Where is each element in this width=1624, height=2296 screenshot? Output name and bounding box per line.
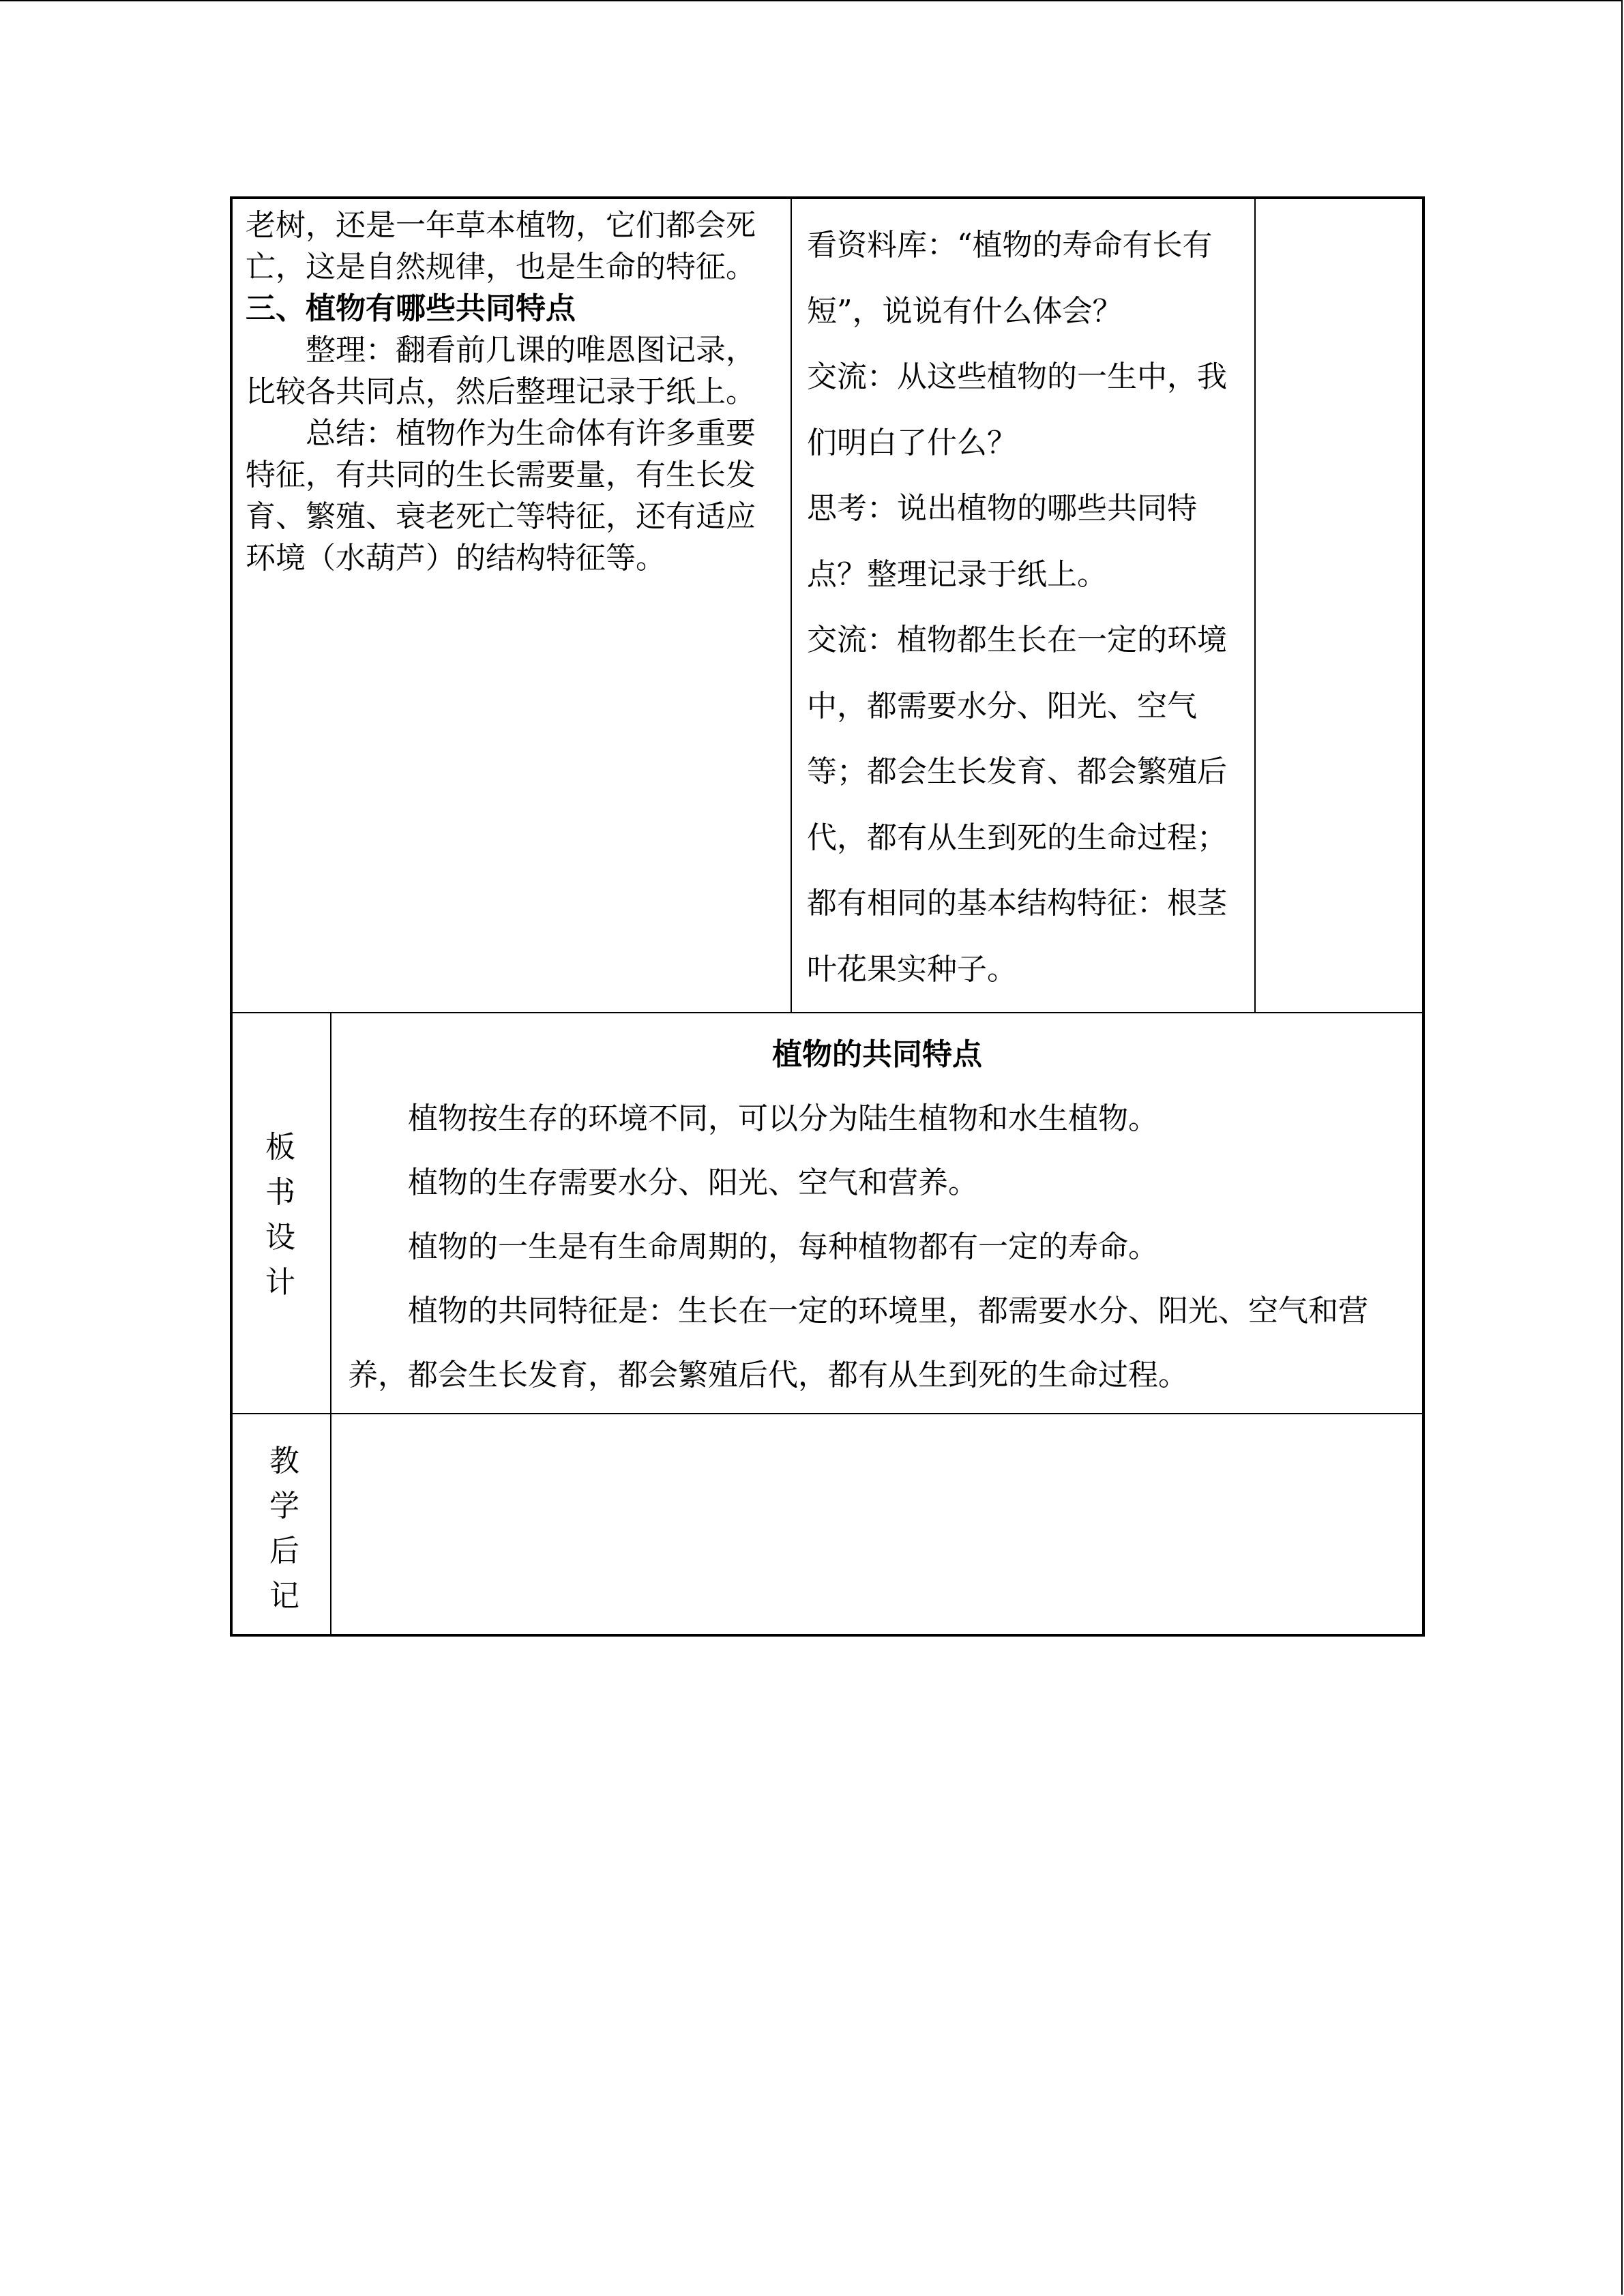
activity-discuss: 交流：从这些植物的一生中，我们明白了什么？: [807, 359, 1227, 460]
intro-text: 老树，还是一年草本植物，它们都会死亡，这是自然规律，也是生命的特征。: [246, 208, 756, 284]
divider-label-col: [330, 1012, 331, 1635]
student-activity-column: [807, 213, 1243, 1002]
summary-text: 总结：植物作为生命体有许多重要特征，有共同的生长需要量，有生长发育、繁殖、衰老死亡等特征，还有适应环境（水葫芦）的结构特征等。: [246, 416, 756, 576]
activity-conclusion: 交流：植物都生长在一定的环境中，都需要水分、阳光、空气等；都会生长发育、都会繁殖后代，都有从生到死的生命过程；都有相同的基本结构特征：根茎叶花果实种子。: [807, 623, 1227, 987]
divider-col-2: [1254, 196, 1256, 1013]
teaching-notes-label: [250, 1439, 319, 1619]
board-line: 植物的一生是有生命周期的，每种植物都有一定的寿命。: [408, 1229, 1158, 1264]
table-border-top: [230, 196, 1425, 199]
label-char: 后: [269, 1534, 299, 1568]
label-char: 书: [265, 1175, 295, 1210]
divider-row-1: [230, 1012, 1425, 1013]
section-heading: 三、植物有哪些共同特点: [246, 291, 576, 326]
board-title: 植物的共同特点: [772, 1037, 982, 1072]
board-line: 植物按生存的环境不同，可以分为陆生植物和水生植物。: [408, 1101, 1158, 1136]
label-char: 教: [269, 1444, 299, 1478]
divider-col-1: [791, 196, 792, 1013]
activity-think: 思考：说出植物的哪些共同特点？整理记录于纸上。: [807, 491, 1197, 592]
board-content: [348, 1087, 1391, 1407]
table-border-bottom: [230, 1634, 1425, 1637]
teaching-notes-content: [334, 1417, 1419, 1631]
board-line: 植物的共同特征是：生长在一定的环境里，都需要水分、阳光、空气和营养，都会生长发育，都会繁殖后代，都有从生到死的生命过程。: [348, 1294, 1368, 1392]
label-char: 计: [265, 1265, 295, 1300]
process-left-column: [246, 205, 771, 579]
board-line: 植物的生存需要水分、阳光、空气和营养。: [408, 1165, 978, 1200]
label-char: 记: [269, 1579, 299, 1613]
label-char: 板: [265, 1130, 295, 1165]
label-char: 设: [265, 1220, 295, 1255]
table-border-right: [1422, 196, 1425, 1637]
label-char: 学: [269, 1489, 299, 1523]
activity-read: 看资料库：“植物的寿命有长有短”，说说有什么体会？: [807, 228, 1213, 329]
organize-text: 整理：翻看前几课的唯恩图记录，比较各共同点，然后整理记录于纸上。: [246, 333, 756, 409]
board-design-label: [246, 1125, 314, 1305]
table-border-left: [230, 196, 233, 1637]
divider-row-2: [230, 1413, 1425, 1414]
